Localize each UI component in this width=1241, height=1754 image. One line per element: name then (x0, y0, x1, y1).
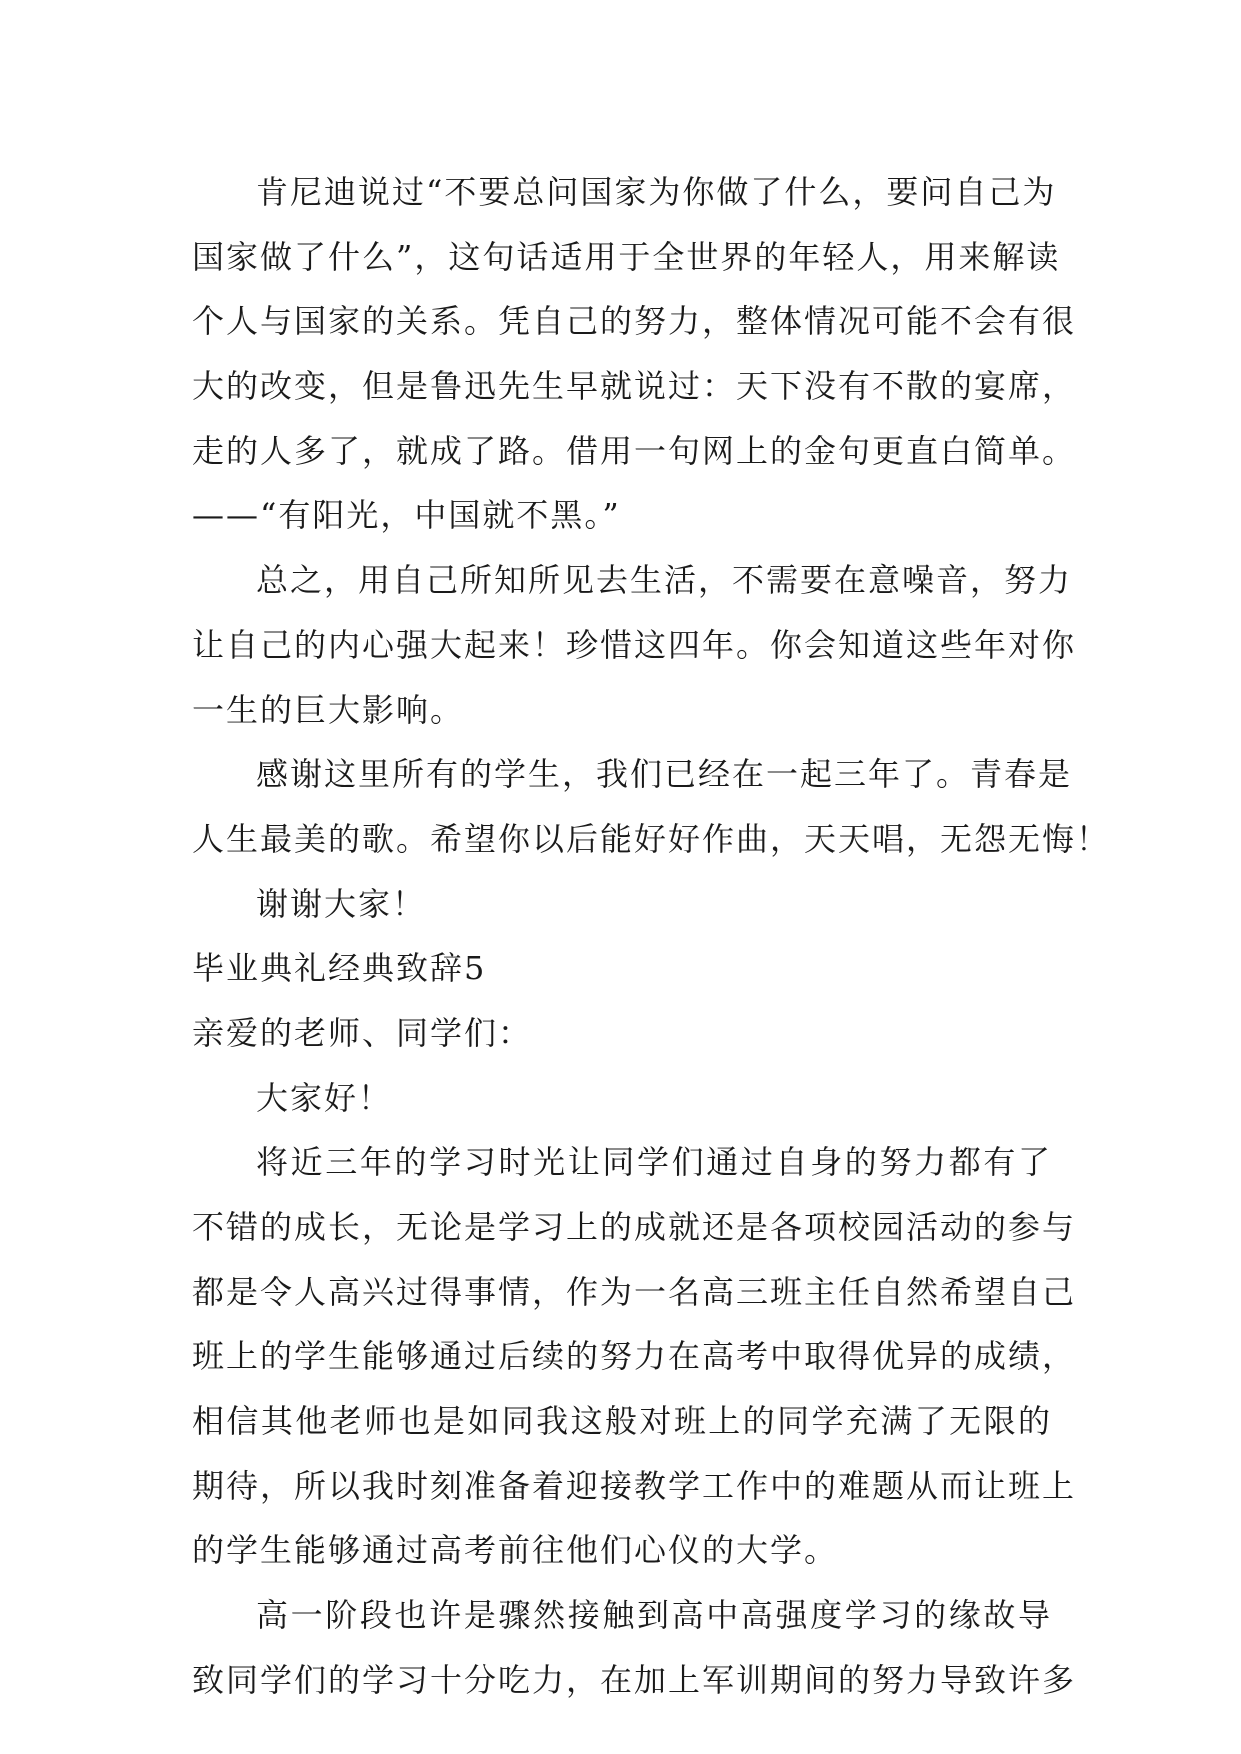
text-line: 将近三年的学习时光让同学们通过自身的努力都有了 (256, 1143, 1052, 1182)
text-line: 肯尼迪说过“不要总问国家为你做了什么，要问自己为 (256, 173, 1057, 211)
text-line: 高一阶段也许是骤然接触到高中高强度学习的缘故导 (256, 1596, 1052, 1635)
text-line: 班上的学生能够通过后续的努力在高考中取得优异的成绩， (192, 1337, 1077, 1376)
text-line: 一生的巨大影响。 (192, 690, 465, 729)
text-line: 走的人多了，就成了路。借用一句网上的金句更直白简单。 (192, 431, 1077, 470)
text-line: 谢谢大家！ (256, 884, 427, 923)
text-line: 个人与国家的关系。凭自己的努力，整体情况可能不会有很 (192, 302, 1077, 341)
text-line: 的学生能够通过高考前往他们心仪的大学。 (192, 1531, 839, 1570)
text-line: 亲爱的老师、同学们： (192, 1013, 533, 1052)
text-line: 都是令人高兴过得事情，作为一名高三班主任自然希望自己 (192, 1272, 1077, 1311)
text-line: 大家好！ (256, 1078, 393, 1117)
text-line: 相信其他老师也是如同我这般对班上的同学充满了无限的 (192, 1402, 1052, 1441)
text-line: 国家做了什么”，这句话适用于全世界的年轻人，用来解读 (192, 237, 1061, 276)
text-line: 感谢这里所有的学生，我们已经在一起三年了。青春是 (256, 755, 1073, 794)
text-line: 总之，用自己所知所见去生活，不需要在意噪音，努力 (256, 561, 1073, 600)
text-line: 人生最美的歌。希望你以后能好好作曲，天天唱，无怨无悔！ (192, 819, 1111, 858)
text-line: ——“有阳光，中国就不黑。” (192, 496, 621, 535)
text-line: 让自己的内心强大起来！珍惜这四年。你会知道这些年对你 (192, 625, 1077, 664)
text-line: 致同学们的学习十分吃力，在加上军训期间的努力导致许多 (192, 1660, 1077, 1699)
text-line: 不错的成长，无论是学习上的成就还是各项校园活动的参与 (192, 1208, 1077, 1246)
document-body (192, 160, 1111, 1713)
text-line: 毕业典礼经典致辞5 (192, 949, 487, 988)
text-line: 大的改变，但是鲁迅先生早就说过：天下没有不散的宴席， (192, 367, 1077, 406)
text-line: 期待，所以我时刻准备着迎接教学工作中的难题从而让班上 (192, 1466, 1077, 1505)
